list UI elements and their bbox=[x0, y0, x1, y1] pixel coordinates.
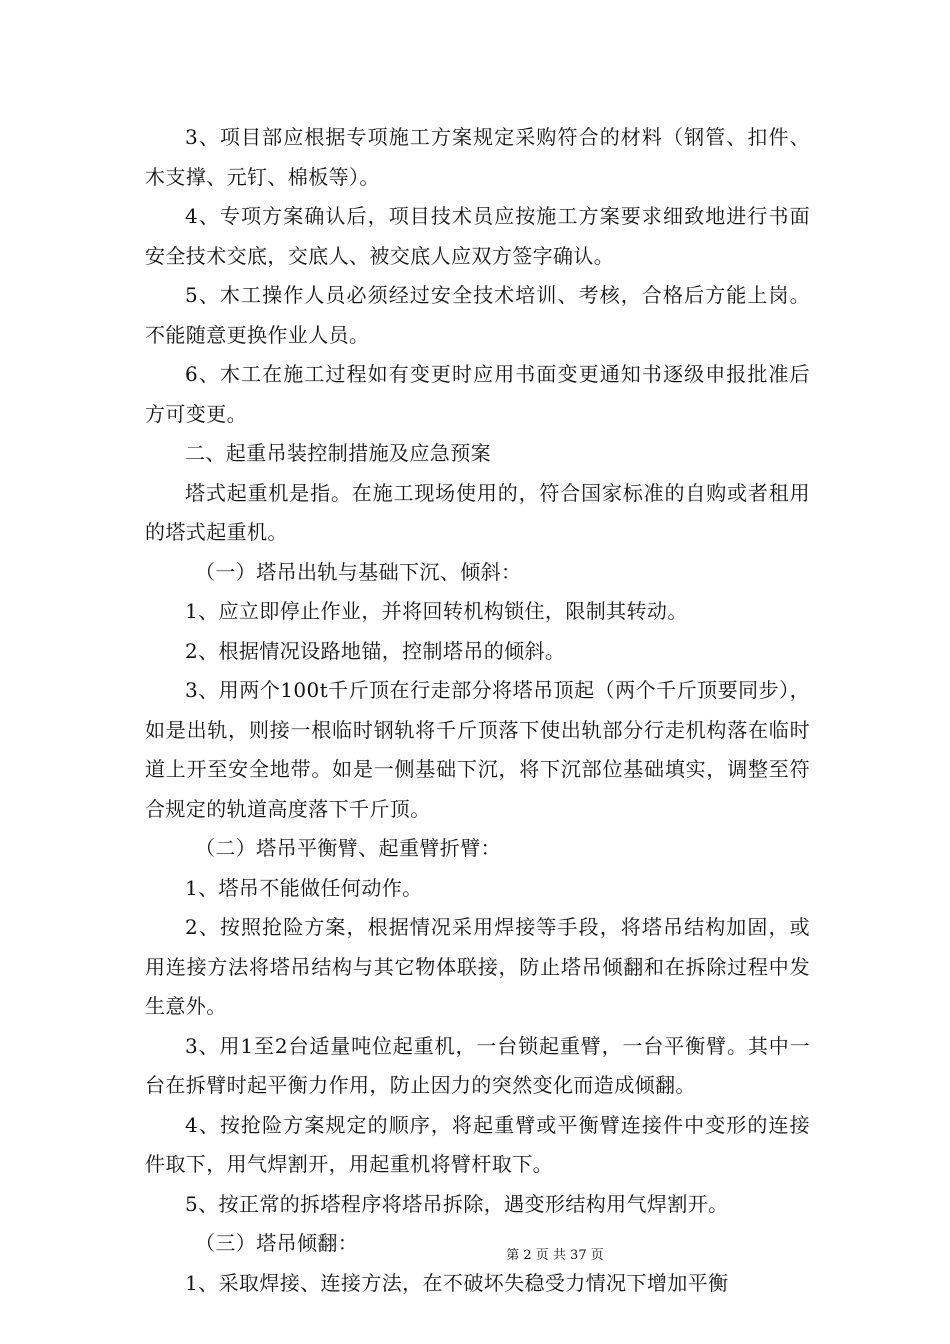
subheading-derailment: （一）塔吊出轨与基础下沉、倾斜： bbox=[195, 559, 522, 584]
paragraph-safety-briefing: 4、专项方案确认后，项目技术员应按施工方案要求细致地进行书面安全技术交底，交底人、被交底人应双方签字确认。 bbox=[145, 204, 810, 268]
paragraph-welding-balance: 1、采取焊接、连接方法，在不破坏失稳受力情况下增加平衡 bbox=[185, 1270, 729, 1295]
paragraph-reinforce: 2、按照抢险方案，根据情况采用焊接等手段，将塔吊结构加固，或用连接方法将塔吊结构与其它物体联接，防止塔吊倾翻和在拆除过程中发生意外。 bbox=[145, 915, 810, 1018]
paragraph-carpenter-training: 5、木工操作人员必须经过安全技术培训、考核，合格后方能上岗。不能随意更换作业人员。 bbox=[145, 283, 810, 347]
paragraph-remove-connectors: 4、按抢险方案规定的顺序，将起重臂或平衡臂连接件中变形的连接件取下，用气焊割开，用起重机将臂杆取下。 bbox=[145, 1112, 810, 1176]
paragraph-stop-operation: 1、应立即停止作业，并将回转机构锁住，限制其转动。 bbox=[185, 599, 688, 623]
subheading-overturn: （三）塔吊倾翻： bbox=[195, 1231, 359, 1255]
paragraph-ground-anchor: 2、根据情况设路地锚，控制塔吊的倾斜。 bbox=[185, 638, 566, 663]
paragraph-tower-crane-definition: 塔式起重机是指。在施工现场使用的，符合国家标准的自购或者租用的塔式起重机。 bbox=[145, 480, 810, 544]
paragraph-jacks: 3、用两个100t千斤顶在行走部分将塔吊顶起（两个千斤顶要同步），如是出轨，则接一根临时钢轨将千斤顶落下使出轨部分行走机构落在临时道上开至安全地带。如是一侧基础下沉，将下沉部位基础填实，调整至符合规定的轨道高度落下千斤顶。 bbox=[145, 678, 810, 821]
paragraph-dismantle: 5、按正常的拆塔程序将塔吊拆除，遇变形结构用气焊割开。 bbox=[185, 1191, 729, 1216]
subheading-boom-break: （二）塔吊平衡臂、起重臂折臂： bbox=[195, 836, 501, 860]
page-number-footer: 第 2 页 共 37 页 bbox=[506, 1248, 604, 1263]
section-heading-crane-lifting: 二、起重吊装控制措施及应急预案 bbox=[185, 441, 491, 465]
paragraph-change-approval: 6、木工在施工过程如有变更时应用书面变更通知书逐级申报批准后方可变更。 bbox=[145, 362, 810, 426]
paragraph-auxiliary-cranes: 3、用1至2台适量吨位起重机，一台锁起重臂，一台平衡臂。其中一台在拆臂时起平衡力作用，防止因力的突然变化而造成倾翻。 bbox=[145, 1033, 810, 1097]
paragraph-no-action: 1、塔吊不能做任何动作。 bbox=[185, 875, 423, 900]
document-body bbox=[145, 118, 810, 1303]
paragraph-procurement: 3、项目部应根据专项施工方案规定采购符合的材料（钢管、扣件、木支撑、元钉、棉板等）。 bbox=[145, 125, 810, 189]
